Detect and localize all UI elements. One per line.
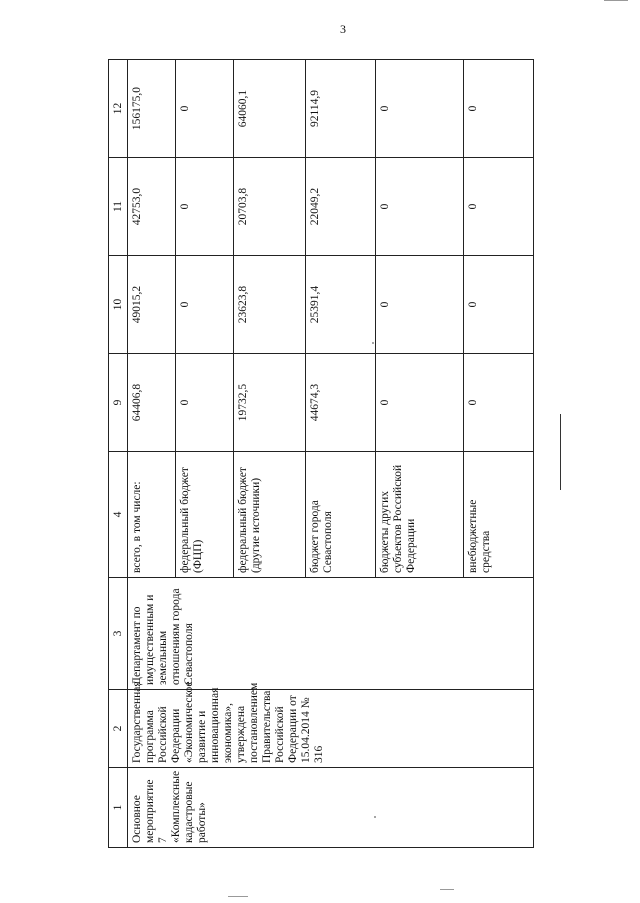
value-cell: 92114,9 [306,60,376,158]
value-cell: 0 [464,60,534,158]
margin-line [560,414,561,490]
value-cell: 22049,2 [306,158,376,256]
value-cell: 0 [464,256,534,354]
scan-edge-mark [228,896,248,897]
activity-label-cell: Основное мероприятие 7 «Комплексные кадастровые работы» [128,768,534,848]
value-cell: 0 [464,158,534,256]
header-cell: 10 [109,256,128,354]
value-cell: 42753,0 [128,158,176,256]
value-cell: 64060,1 [234,60,306,158]
header-cell: 2 [109,690,128,768]
value-cell: 64406,8 [128,354,176,452]
value-cell: 19732,5 [234,354,306,452]
header-row [109,60,128,848]
scan-edge-mark [440,889,454,890]
source-cell: бюджеты других субъектов Российской Федерации [376,452,464,578]
scan-speck [374,816,376,818]
value-cell: 0 [176,256,234,354]
value-cell: 0 [376,354,464,452]
source-cell: федеральный бюджет (ФЦП) [176,452,234,578]
value-cell: 0 [176,354,234,452]
funding-table [108,59,534,848]
source-cell: всего, в том числе: [128,452,176,578]
value-cell: 44674,3 [306,354,376,452]
source-cell: внебюджетные средства [464,452,534,578]
value-cell: 25391,4 [306,256,376,354]
header-cell: 9 [109,354,128,452]
value-cell: 0 [376,158,464,256]
value-cell: 156175,0 [128,60,176,158]
value-cell: 20703,8 [234,158,306,256]
header-cell: 1 [109,768,128,848]
value-cell: 0 [176,158,234,256]
header-cell: 4 [109,452,128,578]
header-cell: 11 [109,158,128,256]
value-cell: 0 [376,256,464,354]
executor-cell: Департамент по имущественным и земельным отношениям города Севастополя [128,578,534,690]
value-cell: 0 [176,60,234,158]
table-row [128,60,176,848]
scan-edge-mark [604,0,628,1]
program-cell: Государственная программа Российской Федерации «Экономическое развитие и инновационная экономика», утверждена постановлением Правительства Российской Федерации от 15.04.2014 № 316 [128,690,534,768]
value-cell: 23623,8 [234,256,306,354]
scan-speck [372,342,374,344]
value-cell: 0 [464,354,534,452]
header-cell: 3 [109,578,128,690]
header-cell: 12 [109,60,128,158]
source-cell: бюджет города Севастополя [306,452,376,578]
page-number: 3 [340,22,346,36]
rotated-table-frame [108,60,528,848]
value-cell: 0 [376,60,464,158]
value-cell: 49015,2 [128,256,176,354]
source-cell: федеральный бюджет (другие источники) [234,452,306,578]
